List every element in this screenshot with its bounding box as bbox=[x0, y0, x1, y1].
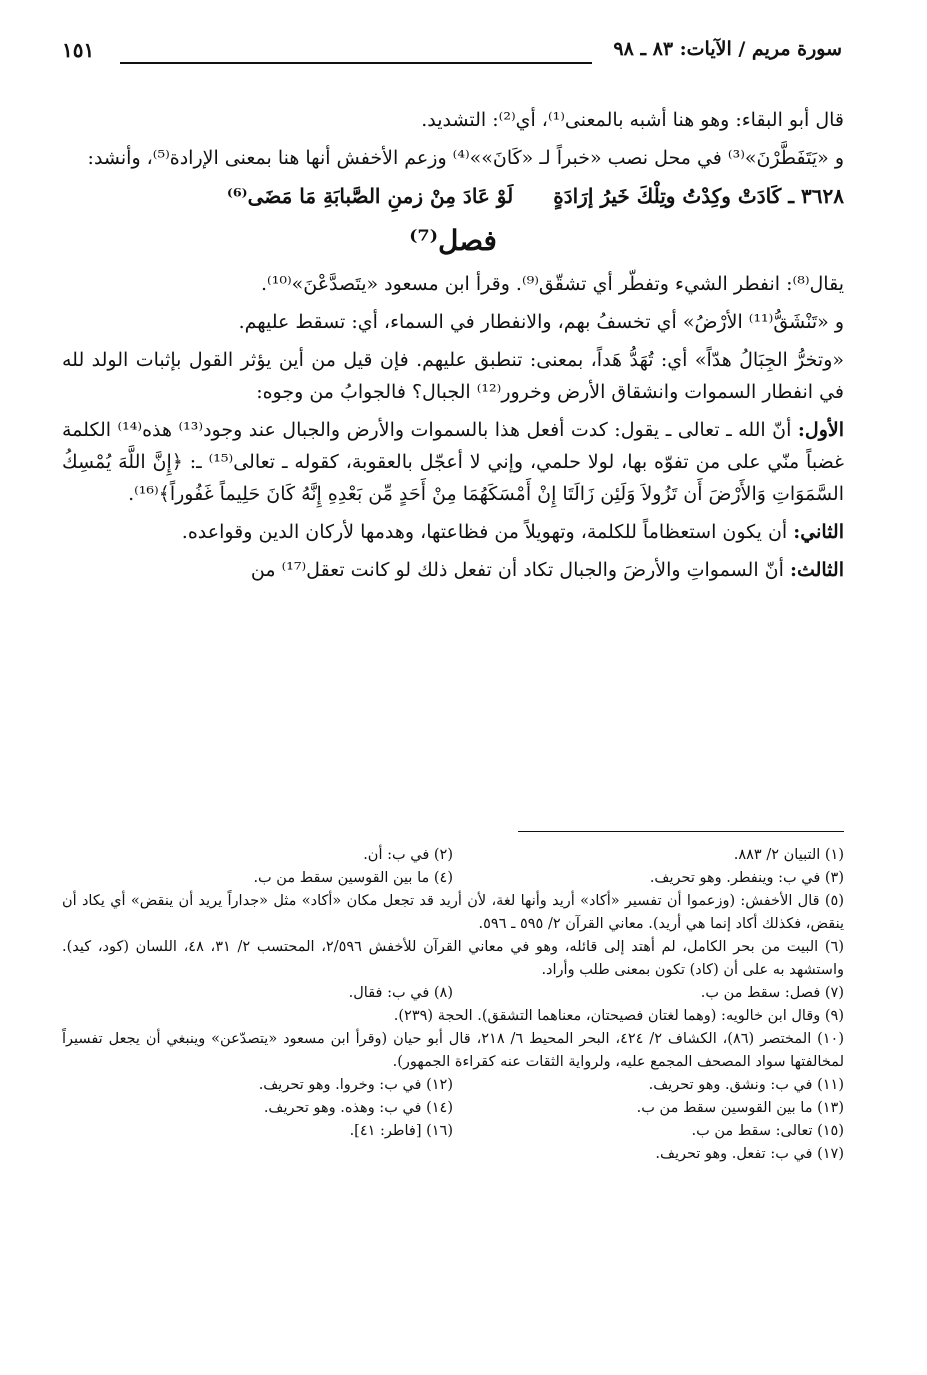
footnote-15: (١٥) تعالى: سقط من ب. bbox=[691, 1123, 844, 1139]
poetry-verse bbox=[62, 180, 844, 212]
paragraph-second-answer bbox=[62, 516, 844, 548]
section-heading: فصل⁽⁷⁾ bbox=[409, 224, 497, 257]
page-header bbox=[62, 38, 842, 80]
footnote-10: (١٠) المختصر (٨٦)، الكشاف ٢/ ٤٢٤، البحر المحيط ٦/ ٢١٨، قال أبو حيان (وقرأ ابن مسعود «يتصدّعن» وينبغي أن يجعل تفسيراً لمخالفتها سواد المصحف المجمع عليه، ولرواية الثقات عنه كقراءة الجمهور). bbox=[62, 1031, 845, 1070]
footnote-row bbox=[62, 1097, 844, 1120]
footnote-1: (١) التبيان ٢/ ٨٨٣. bbox=[733, 847, 844, 863]
footnote-12: (١٢) في ب: وخروا. وهو تحريف. bbox=[258, 1077, 453, 1093]
paragraph-abu-albaqa: قال أبو البقاء: وهو هنا أشبه بالمعنى⁽¹⁾، أي⁽²⁾: التشديد. bbox=[421, 109, 844, 131]
footnotes bbox=[62, 844, 844, 1166]
text-third: أنّ السمواتِ والأرضَ والجبال تكاد أن تفعل ذلك لو كانت تعقل⁽¹⁷⁾ من bbox=[250, 559, 784, 581]
footnote-8: (٨) في ب: فقال. bbox=[348, 985, 453, 1001]
footnote-11: (١١) في ب: ونشق. وهو تحريف. bbox=[648, 1077, 844, 1093]
footnote-row bbox=[62, 844, 844, 867]
running-title: سورة مريم / الآيات: ٨٣ ـ ٩٨ bbox=[613, 38, 842, 60]
paragraph-takhirru: «وتخرُّ الجِبَالُ هدّاً» أي: تُهَدُّ هَداً، بمعنى: تنطبق عليهم. فإن قيل من أين يؤثر القول بإثبات الولد لله في انفطار السموات وانشقاق الأرض وخرور⁽¹²⁾ الجبال؟ فالجوابُ من وجوه: bbox=[62, 349, 844, 403]
footnote-separator bbox=[518, 831, 844, 832]
label-first: الأول: bbox=[797, 419, 844, 441]
footnote-5: (٥) قال الأخفش: (وزعموا أن تفسير «أكاد» أريد وأنها لغة، لأن أريد قد تجعل مكان «أكاد» مثل «جداراً يريد أن ينقض» أي يكاد أن ينقض، فكذلك أكاد إنما هي أريد). معاني القرآن ٢/ ٥٩٥ ـ ٥٩٦. bbox=[62, 893, 844, 932]
main-text bbox=[62, 104, 844, 592]
footnote-13: (١٣) ما بين القوسين سقط من ب. bbox=[636, 1100, 844, 1116]
page-number: ١٥١ bbox=[62, 38, 95, 62]
paragraph-first-answer bbox=[62, 414, 844, 510]
footnote-4: (٤) ما بين القوسين سقط من ب. bbox=[253, 870, 453, 886]
footnote-2: (٢) في ب: أن. bbox=[363, 847, 453, 863]
text-second: أن يكون استعظاماً للكلمة، وتهويلاً من فظاعتها، وهدمها لأركان الدين وقواعده. bbox=[181, 521, 788, 543]
label-third: الثالث: bbox=[789, 559, 844, 581]
footnote-6: (٦) البيت من بحر الكامل، لم أهتد إلى قائله، وهو في معاني القرآن للأخفش ٢/٥٩٦، المحتسب ٢/ ٣١، ٤٨، اللسان (كود، كيد). واستشهد به على أن (كاد) تكون بمعنى طلب وأراد. bbox=[62, 939, 845, 978]
header-rule bbox=[120, 62, 592, 64]
footnote-14: (١٤) في ب: وهذه. وهو تحريف. bbox=[263, 1100, 453, 1116]
footnote-row bbox=[62, 1120, 844, 1143]
footnote-row bbox=[62, 982, 844, 1005]
text-first: أنّ الله ـ تعالى ـ يقول: كدت أفعل هذا بالسموات والأرض والجبال عند وجود⁽¹³⁾ هذه⁽¹⁴⁾ الكلمة غضباً منّي على من تفوّه بها، لولا حلمي، وإني لا أعجّل بالعقوبة، كقوله ـ تعالى⁽¹⁵⁾ ـ: ﴿إِنَّ اللَّهَ يُمْسِكُ السَّمَوَاتِ وَالأَرْضَ أَن تَزُولاَ وَلَئِن زَالَتَا إِنْ أَمْسَكَهُمَا مِنْ أَحَدٍ مِّن بَعْدِهِ إِنَّهُ كَانَ حَلِيماً غَفُوراً﴾⁽¹⁶⁾. bbox=[62, 419, 844, 505]
paragraph-infatara: يقال⁽⁸⁾: انفطر الشيء وتفطّر أي تشقّق⁽⁹⁾. وقرأ ابن مسعود «يتَصدَّعْنَ»⁽¹⁰⁾. bbox=[260, 273, 844, 295]
footnote-row bbox=[62, 1143, 844, 1166]
verse-first-hemistich: ٣٦٢٨ ـ كَادَتْ وكِدْتُ وتِلْكَ خَيرُ إرَادَةٍ bbox=[553, 184, 844, 208]
footnote-7: (٧) فصل: سقط من ب. bbox=[700, 985, 844, 1001]
footnote-17: (١٧) في ب: تفعل. وهو تحريف. bbox=[655, 1146, 844, 1162]
footnote-row bbox=[62, 867, 844, 890]
paragraph-yatafattarna: و «يَتَفَطَّرْنَ»⁽³⁾ في محل نصب «خبراً لـ «كَانَ»»⁽⁴⁾ وزعم الأخفش أنها هنا بمعنى الإرادة⁽⁵⁾، وأنشد: bbox=[87, 147, 844, 169]
footnote-row bbox=[62, 1074, 844, 1097]
footnote-16: (١٦) [فاطر: ٤١]. bbox=[349, 1123, 453, 1139]
label-second: الثاني: bbox=[793, 521, 844, 543]
footnote-3: (٣) في ب: وينفطر. وهو تحريف. bbox=[649, 870, 844, 886]
paragraph-third-answer bbox=[62, 554, 844, 586]
footnote-9: (٩) وقال ابن خالويه: (وهما لغتان فصيحتان، معناهما التشقق). الحجة (٢٣٩). bbox=[393, 1008, 844, 1024]
verse-second-hemistich: لَوْ عَادَ مِنْ زمنِ الصَّبابَةِ مَا مَضَى⁽⁶⁾ bbox=[226, 184, 514, 208]
paragraph-tanshaqq: و «تَنْشَقُّ⁽¹¹⁾ الأرْضُ» أي تخسفُ بهم، والانفطار في السماء، أي: تسقط عليهم. bbox=[238, 311, 844, 333]
